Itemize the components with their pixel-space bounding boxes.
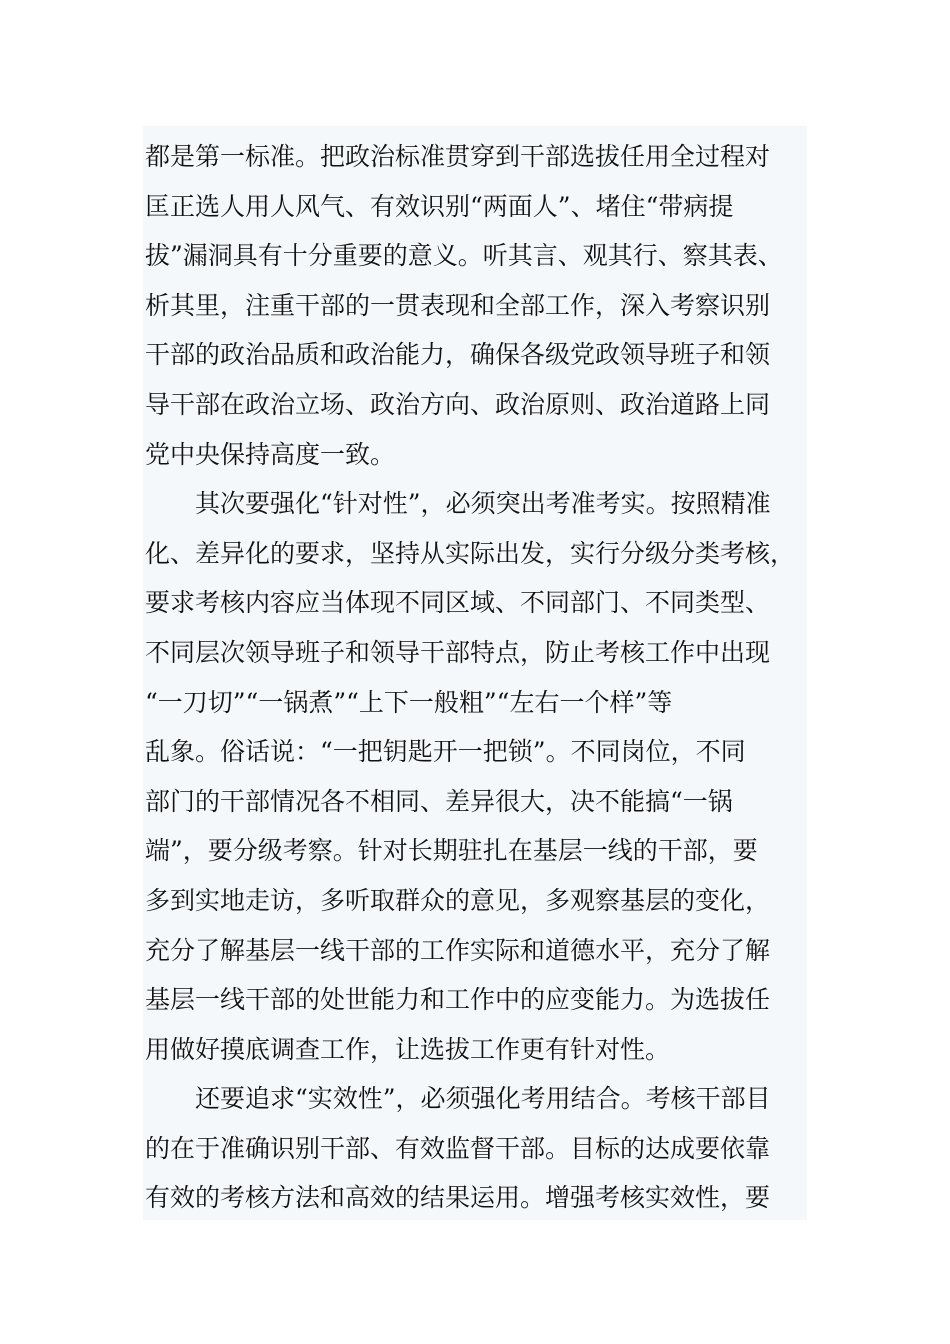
text-line: 析其里，注重干部的一贯表现和全部工作，深入考察识别: [145, 290, 771, 320]
text-line: 多到实地走访，多听取群众的意见，多观察基层的变化，: [145, 885, 771, 915]
text-line: 化、差异化的要求，坚持从实际出发，实行分级分类考核，: [145, 538, 796, 568]
text-line: 部门的干部情况各不相同、差异很大，决不能搞“一锅: [145, 786, 733, 816]
text-line: 还要追求“实效性”，必须强化考用结合。考核干部目: [145, 1084, 771, 1114]
text-line: 干部的政治品质和政治能力，确保各级党政领导班子和领: [145, 340, 771, 370]
text-line: 都是第一标准。把政治标准贯穿到干部选拔任用全过程对: [145, 142, 771, 171]
text-line: 的在于准确识别干部、有效监督干部。目标的达成要依靠: [145, 1133, 771, 1163]
text-line: “一刀切”“一锅煮”“上下一般粗”“左右一个样”等: [145, 687, 673, 717]
text-line: 端”，要分级考察。针对长期驻扎在基层一线的干部，要: [145, 836, 758, 866]
text-line: 乱象。俗话说：“一把钥匙开一把锁”。不同岗位，不同: [145, 737, 746, 767]
text-line: 其次要强化“针对性”，必须突出考准考实。按照精准: [145, 489, 771, 519]
text-line: 要求考核内容应当体现不同区域、不同部门、不同类型、: [145, 588, 771, 618]
text-line: 匡正选人用人风气、有效识别“两面人”、堵住“带病提: [145, 191, 734, 221]
text-line: 有效的考核方法和高效的结果运用。增强考核实效性，要: [145, 1183, 771, 1213]
text-line: 导干部在政治立场、政治方向、政治原则、政治道路上同: [145, 389, 771, 419]
text-line: 党中央保持高度一致。: [145, 439, 396, 469]
text-line: 拔”漏洞具有十分重要的意义。听其言、观其行、察其表、: [145, 241, 783, 271]
text-line: 基层一线干部的处世能力和工作中的应变能力。为选拔任: [145, 985, 771, 1015]
text-line: 不同层次领导班子和领导干部特点，防止考核工作中出现: [145, 637, 771, 667]
document-text-block: [143, 126, 807, 1220]
text-line: 用做好摸底调查工作，让选拔工作更有针对性。: [145, 1034, 671, 1064]
text-line: 充分了解基层一线干部的工作实际和道德水平，充分了解: [145, 935, 771, 965]
